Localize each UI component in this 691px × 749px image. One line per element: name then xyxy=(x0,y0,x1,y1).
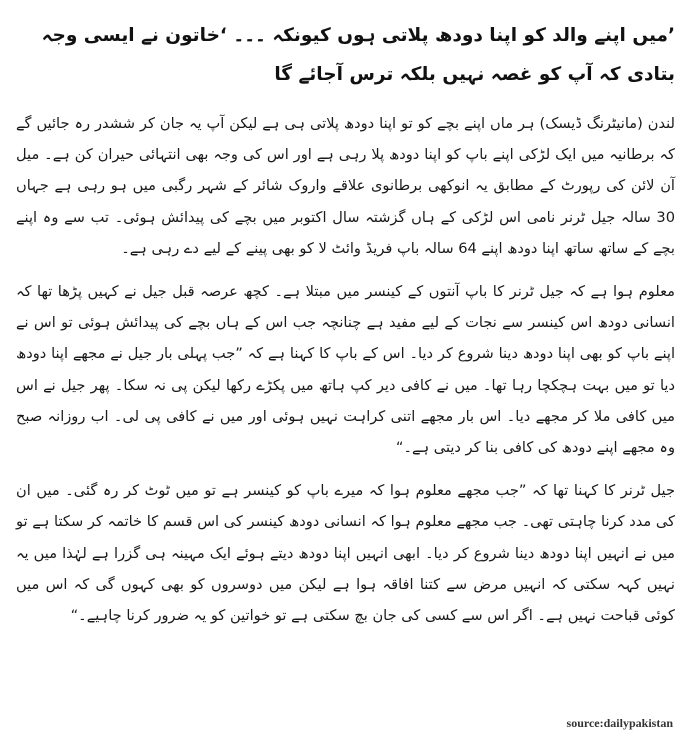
article-headline: ’میں اپنے والد کو اپنا دودھ پلاتی ہوں کیونکہ ۔۔۔ ‘خاتون نے ایسی وجہ بتادی کہ آپ کو غصہ نہیں بلکہ ترس آجائے گا xyxy=(41,25,675,85)
article-paragraph-1: لندن (مانیٹرنگ ڈیسک) ہر ماں اپنے بچے کو تو اپنا دودھ پلاتی ہی ہے لیکن آپ یہ جان کر ششدر رہ جائیں گے کہ برطانیہ میں ایک لڑکی اپنے باپ کو اپنا دودھ پلا رہی ہے اور اس کی وجہ بھی انتہائی حیران کن ہے۔ میل آن لائن کی رپورٹ کے مطابق یہ انوکھی برطانوی علاقے واروک شائر کے شہر رگبی میں ہو رہی ہے جہاں 30 سالہ جیل ٹرنر نامی اس لڑکی کے ہاں گزشتہ سال اکتوبر میں بچے کی پیدائش ہوئی۔ تب سے وہ اپنے بچے کے ساتھ ساتھ اپنا دودھ اپنے 64 سالہ باپ فریڈ وائٹ لا کو بھی پینے کے لیے دے رہی ہے۔ xyxy=(16,115,675,257)
source-credit: source:dailypakistan xyxy=(566,716,673,730)
article-paragraph-2: معلوم ہوا ہے کہ جیل ٹرنر کا باپ آنتوں کے کینسر میں مبتلا ہے۔ کچھ عرصہ قبل جیل نے کہیں پڑھا تھا کہ انسانی دودھ اس کینسر سے نجات کے لیے مفید ہے چنانچہ جب اس کے ہاں بچے کی پیدائش ہوئی تو اس نے اپنے باپ کو بھی اپنا دودھ دینا شروع کر دیا۔ اس کے باپ کا کہنا ہے کہ ”جب پہلی بار جیل نے مجھے اپنا دودھ دیا تو میں بہت ہچکچا رہا تھا۔ میں نے کافی دیر کپ ہاتھ میں پکڑے رکھا لیکن پی نہ سکا۔ پھر جیل نے اس میں کافی ملا کر مجھے دیا۔ اس بار مجھے اتنی کراہت نہیں ہوئی اور میں نے کافی پی لی۔ اب روزانہ صبح وہ مجھے اپنے دودھ کی کافی بنا کر دیتی ہے۔“ xyxy=(16,283,675,457)
article-paragraph-3: جیل ٹرنر کا کہنا تھا کہ ”جب مجھے معلوم ہوا کہ میرے باپ کو کینسر ہے تو میں ٹوٹ کر رہ گئی۔ میں ان کی مدد کرنا چاہتی تھی۔ جب مجھے معلوم ہوا کہ انسانی دودھ کینسر کی اس قسم کا خاتمہ کر سکتا ہے تو میں نے انہیں اپنا دودھ دینا شروع کر دیا۔ ابھی انہیں اپنا دودھ دیتے ہوئے ایک مہینہ ہی گزرا ہے لہٰذا میں یہ نہیں کہہ سکتی کہ انہیں مرض سے کتنا افاقہ ہوا ہے لیکن میں دوسروں کو بھی کہوں گی کہ اس میں کوئی قباحت نہیں ہے۔ اگر اس سے کسی کی جان بچ سکتی ہے تو خواتین کو یہ ضرور کرنا چاہیے۔“ xyxy=(16,482,675,625)
